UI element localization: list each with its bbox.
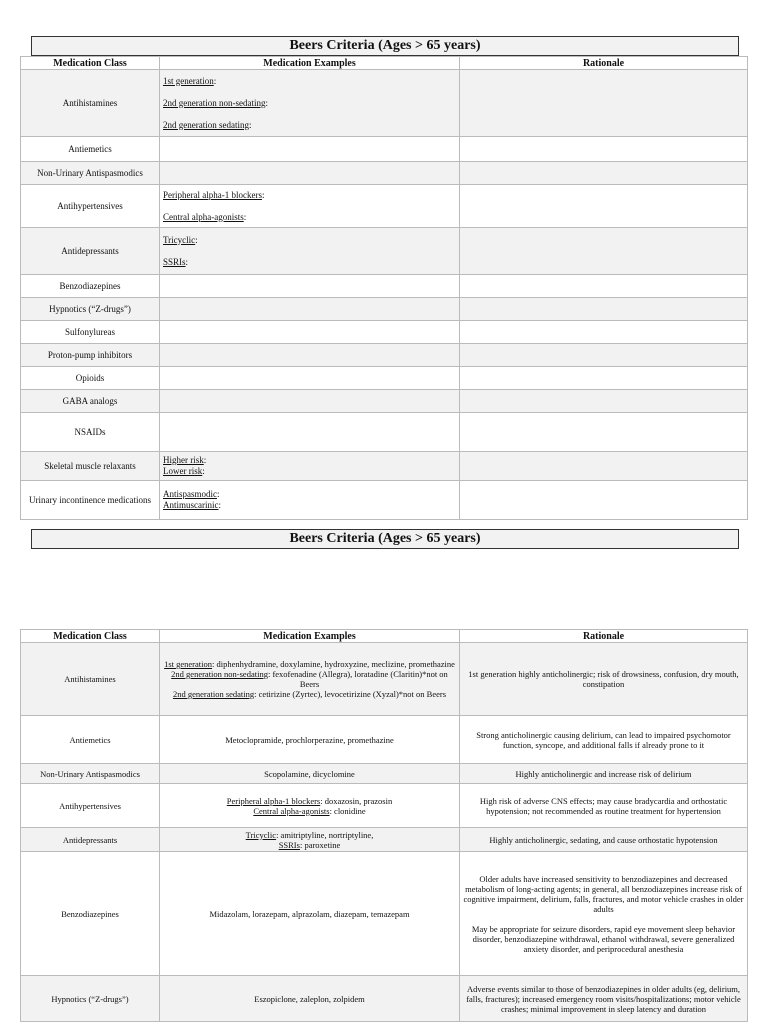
example-text: : (185, 256, 189, 267)
header-rationale: Rationale (460, 630, 748, 643)
example-text: : paroxetine (299, 839, 341, 850)
table-row (21, 298, 748, 321)
medication-examples-cell (160, 390, 460, 413)
example-line (163, 87, 456, 98)
table-row (21, 413, 748, 452)
medication-examples-cell (160, 716, 460, 764)
example-label: Central alpha-agonists (163, 211, 244, 222)
rationale-paragraph: 1st generation highly anticholinergic; risk of drowsiness, confusion, dry mouth, constipation (468, 669, 739, 689)
medication-examples-cell (160, 162, 460, 185)
medication-examples-cell (160, 367, 460, 390)
example-text: : (195, 234, 198, 245)
example-label: Tricyclic (163, 234, 196, 245)
header-medication-class: Medication Class (21, 57, 160, 70)
example-text: : (248, 119, 252, 130)
medication-class-cell: Benzodiazepines (21, 852, 160, 976)
example-line (163, 994, 456, 1004)
example-text: : (265, 97, 268, 108)
example-text: : (243, 211, 247, 222)
table-row (21, 716, 748, 764)
example-line (163, 796, 456, 806)
medication-examples-cell (160, 828, 460, 852)
example-line (163, 806, 456, 816)
rationale-cell (460, 413, 748, 452)
example-line (163, 669, 456, 689)
medication-class-cell: Non-Urinary Antispasmodics (21, 764, 160, 784)
example-text: Scopolamine, dicyclomine (264, 768, 355, 779)
rationale-cell (460, 716, 748, 764)
example-label: Peripheral alpha-1 blockers (163, 189, 262, 200)
example-label: Central alpha-agonists (253, 805, 330, 816)
medication-class-cell: Antiemetics (21, 716, 160, 764)
medication-class-cell: Hypnotics (“Z-drugs”) (21, 976, 160, 1022)
example-line (163, 489, 456, 500)
example-label: Higher risk (163, 455, 204, 465)
medication-examples-cell (160, 413, 460, 452)
medication-class-cell: Antidepressants (21, 828, 160, 852)
medication-examples-cell (160, 344, 460, 367)
example-text: : (202, 466, 205, 476)
example-label: SSRIs (163, 256, 186, 267)
example-line (163, 689, 456, 699)
rationale-cell (460, 390, 748, 413)
rationale-paragraph: High risk of adverse CNS effects; may cause bradycardia and orthostatic hypotension; not recommended as routine treatment for hypertension (479, 795, 728, 816)
example-label: 1st generation (163, 75, 214, 86)
example-text: : amitriptyline, nortriptyline, (276, 829, 374, 840)
example-text: : (261, 189, 265, 200)
rationale-cell (460, 70, 748, 137)
rationale-paragraph: Highly anticholinergic and increase risk of delirium (515, 768, 692, 779)
example-line (163, 235, 456, 246)
example-label: Antispasmodic (163, 489, 217, 499)
example-text: : diphenhydramine, doxylamine, hydroxyzine, meclizine, promethazine (212, 659, 455, 669)
example-line (163, 659, 456, 669)
medication-examples-cell (160, 643, 460, 716)
rationale-cell (460, 976, 748, 1022)
example-label: 2nd generation sedating (163, 119, 249, 130)
medication-examples-cell (160, 298, 460, 321)
title-banner-top: Beers Criteria (Ages > 65 years) (31, 36, 739, 56)
medication-examples-cell (160, 321, 460, 344)
example-line (163, 190, 456, 201)
table-row (21, 367, 748, 390)
example-label: Tricyclic (245, 829, 277, 840)
example-label: SSRIs (278, 839, 300, 850)
blank-criteria-table (20, 56, 748, 520)
example-text: : fexofenadine (Allegra), loratadine (Claritin)*not on Beers (267, 669, 448, 689)
header-medication-examples: Medication Examples (160, 57, 460, 70)
medication-class-cell: GABA analogs (21, 390, 160, 413)
example-line (163, 909, 456, 919)
table-row (21, 852, 748, 976)
example-line (163, 246, 456, 257)
header-medication-examples: Medication Examples (160, 630, 460, 643)
medication-examples-cell (160, 976, 460, 1022)
example-label: 1st generation (164, 659, 213, 669)
example-label: 2nd generation sedating (172, 689, 255, 699)
medication-class-cell: Antihypertensives (21, 185, 160, 228)
rationale-paragraph: Strong anticholinergic causing delirium, can lead to impaired psychomotor function, syncope, and additional falls if already prone to it (476, 729, 731, 750)
example-line (163, 109, 456, 120)
header-medication-class: Medication Class (21, 630, 160, 643)
rationale-paragraph: May be appropriate for seizure disorders, rapid eye movement sleep behavior disorder, benzodiazepine withdrawal, ethanol withdrawal, severe generalized anxiety disorder, and periprocedural anesthesia (471, 923, 736, 954)
example-line (163, 735, 456, 745)
medication-examples-cell (160, 185, 460, 228)
medication-class-cell: NSAIDs (21, 413, 160, 452)
rationale-paragraph: Highly anticholinergic, sedating, and cause orthostatic hypotension (489, 834, 718, 845)
example-line (163, 466, 456, 477)
table-row (21, 390, 748, 413)
medication-class-cell: Sulfonylureas (21, 321, 160, 344)
medication-class-cell: Urinary incontinence medications (21, 481, 160, 520)
example-line (163, 257, 456, 268)
medication-class-cell: Skeletal muscle relaxants (21, 452, 160, 481)
medication-class-cell: Opioids (21, 367, 160, 390)
example-label: 2nd generation non-sedating (171, 669, 268, 679)
table-row (21, 976, 748, 1022)
medication-class-cell: Antihistamines (21, 643, 160, 716)
example-line (163, 769, 456, 779)
rationale-cell (460, 185, 748, 228)
example-line (163, 98, 456, 109)
medication-class-cell: Benzodiazepines (21, 275, 160, 298)
example-line (163, 120, 456, 131)
rationale-cell (460, 481, 748, 520)
medication-examples-cell (160, 228, 460, 275)
example-text: : (218, 500, 222, 510)
table-row (21, 321, 748, 344)
rationale-cell (460, 344, 748, 367)
medication-class-cell: Antihypertensives (21, 784, 160, 828)
table-row (21, 764, 748, 784)
example-label: Lower risk (163, 466, 203, 476)
header-rationale: Rationale (460, 57, 748, 70)
example-text: : clonidine (329, 805, 366, 816)
table-row (21, 137, 748, 162)
table-row (21, 162, 748, 185)
rationale-cell (460, 643, 748, 716)
rationale-cell (460, 784, 748, 828)
table-row (21, 70, 748, 137)
example-line (163, 76, 456, 87)
table-row (21, 784, 748, 828)
example-label: Peripheral alpha-1 blockers (226, 795, 321, 806)
title-banner-bottom: Beers Criteria (Ages > 65 years) (31, 529, 739, 549)
medication-examples-cell (160, 137, 460, 162)
medication-class-cell: Hypnotics (“Z-drugs”) (21, 298, 160, 321)
example-text: Midazolam, lorazepam, alprazolam, diazepam, temazepam (209, 908, 410, 919)
table-row (21, 228, 748, 275)
table-row (21, 344, 748, 367)
example-label: Antimuscarinic (163, 500, 219, 510)
medication-class-cell: Antihistamines (21, 70, 160, 137)
rationale-cell (460, 298, 748, 321)
example-line (163, 830, 456, 840)
table-row (21, 481, 748, 520)
example-text: : (203, 455, 207, 465)
rationale-cell (460, 275, 748, 298)
example-line (163, 455, 456, 466)
table-row (21, 452, 748, 481)
medication-examples-cell (160, 275, 460, 298)
rationale-cell (460, 452, 748, 481)
medication-class-cell: Antiemetics (21, 137, 160, 162)
example-line (163, 212, 456, 223)
medication-examples-cell (160, 70, 460, 137)
example-text: Metoclopramide, prochlorperazine, promethazine (225, 734, 394, 745)
rationale-cell (460, 828, 748, 852)
example-label: 2nd generation non-sedating (163, 97, 266, 108)
example-line (163, 201, 456, 212)
rationale-cell (460, 367, 748, 390)
example-text: : (217, 489, 220, 499)
example-text: : doxazosin, prazosin (320, 795, 393, 806)
medication-class-cell: Proton-pump inhibitors (21, 344, 160, 367)
example-text: : cetirizine (Zyrtec), levocetirizine (Xyzal)*not on Beers (254, 689, 447, 699)
rationale-cell (460, 321, 748, 344)
table-row (21, 643, 748, 716)
example-text: Eszopiclone, zaleplon, zolpidem (254, 993, 365, 1004)
example-text: : (213, 75, 217, 86)
example-line (163, 840, 456, 850)
medication-examples-cell (160, 764, 460, 784)
rationale-paragraph: Older adults have increased sensitivity to benzodiazepines and decreased metabolism of long-acting agents; in general, all benzodiazepines increase risk of cognitive impairment, delirium, falls, fractures, and motor vehicle crashes in older adults (463, 873, 744, 914)
medication-examples-cell (160, 784, 460, 828)
filled-criteria-table (20, 629, 748, 1022)
example-line (163, 500, 456, 511)
table-row (21, 185, 748, 228)
table-row (21, 828, 748, 852)
medication-class-cell: Antidepressants (21, 228, 160, 275)
medication-examples-cell (160, 481, 460, 520)
rationale-cell (460, 764, 748, 784)
medication-examples-cell (160, 852, 460, 976)
rationale-cell (460, 137, 748, 162)
rationale-cell (460, 162, 748, 185)
medication-examples-cell (160, 452, 460, 481)
medication-class-cell: Non-Urinary Antispasmodics (21, 162, 160, 185)
table-row (21, 275, 748, 298)
rationale-paragraph: Adverse events similar to those of benzodiazepines in older adults (eg, delirium, falls, fractures); increased emergency room visits/hospitalizations; motor vehicle crashes; minimal improvement in sleep latency and duration (466, 983, 741, 1014)
rationale-cell (460, 852, 748, 976)
rationale-cell (460, 228, 748, 275)
